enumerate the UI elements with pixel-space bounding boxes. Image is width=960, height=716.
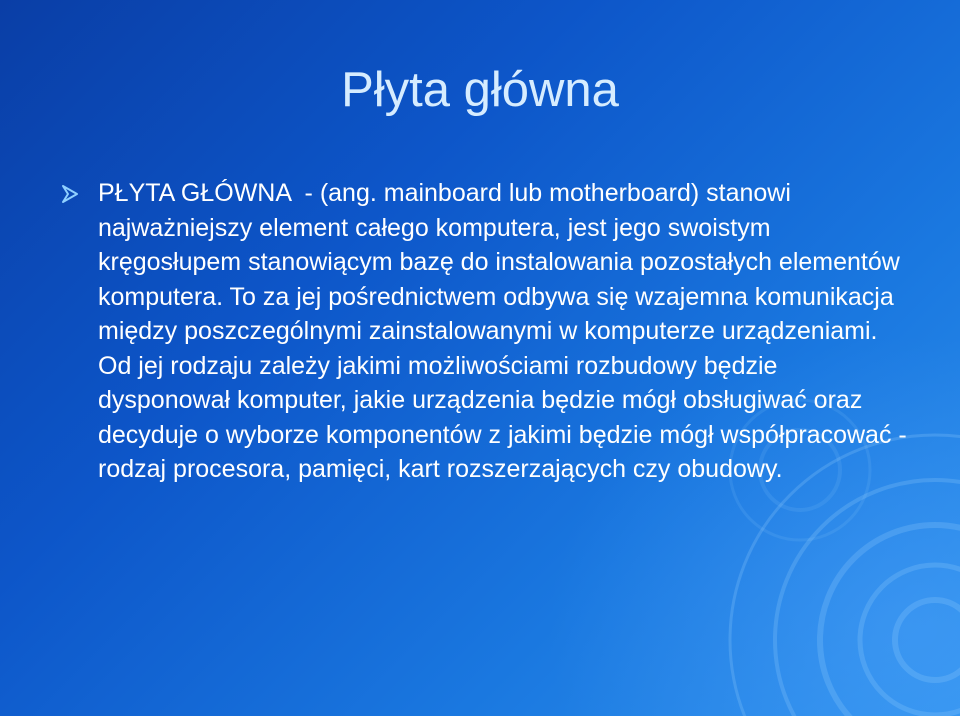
bullet-text — [98, 176, 914, 487]
bullet-description: - (ang. mainboard lub motherboard) stanowi najważniejszy element całego komputera, jest jego swoistym kręgosłupem stanowiącym bazę do instalowania pozostałych elementów komputera. To za jej pośrednictwem odbywa się wzajemna komunikacja między poszczególnymi zainstalowanymi w komputerze urządzeniami. Od jej rodzaju zależy jakimi możliwościami rozbudowy będzie dysponował komputer, jakie urządzenia będzie mógł obsługiwać oraz decyduje o wyborze komponentów z jakimi będzie mógł współpracować - rodzaj procesora, pamięci, kart rozszerzających czy obudowy. — [98, 179, 914, 483]
bullet-item — [60, 176, 914, 487]
bullet-term: PŁYTA GŁÓWNA — [98, 179, 291, 207]
slide-title: Płyta główna — [341, 63, 619, 117]
arrowhead-bullet-icon — [60, 184, 80, 204]
